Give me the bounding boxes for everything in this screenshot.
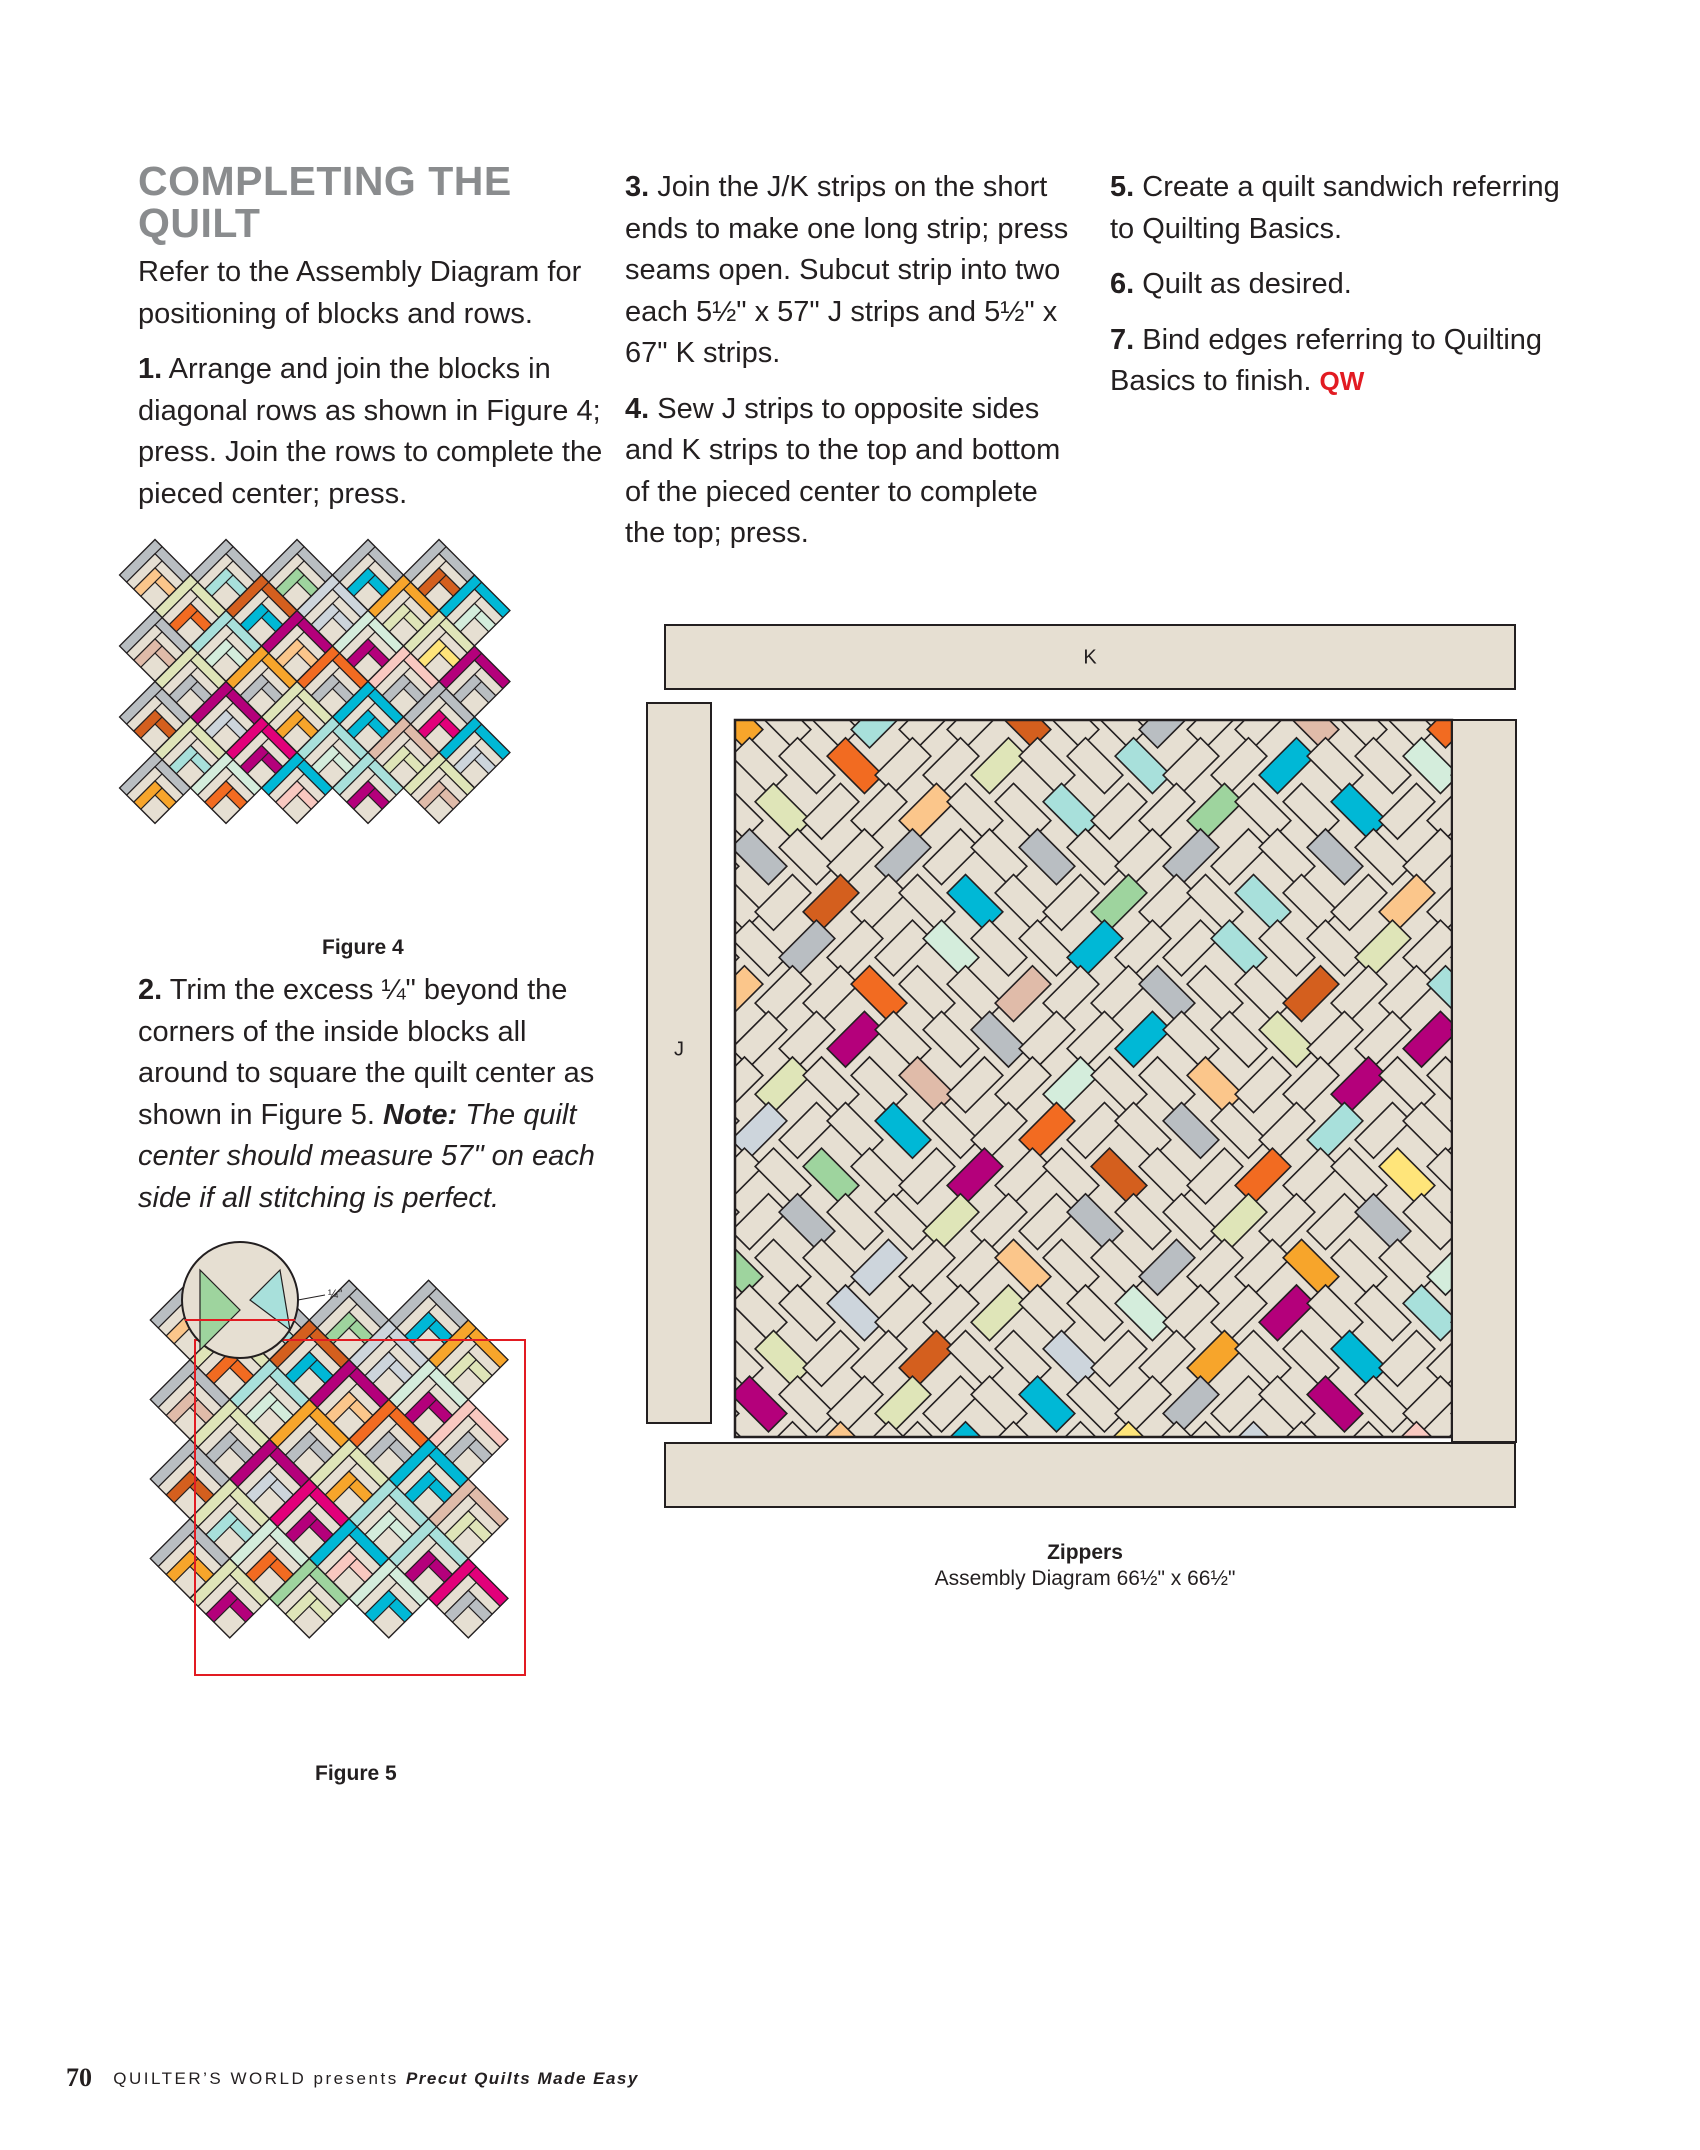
figure-4-label: Figure 4	[322, 936, 404, 959]
assembly-diagram	[640, 615, 1540, 1530]
step-text: Trim the excess ¼" beyond the corners of the inside blocks all around to square the quilt center as shown in Figure 5.	[138, 974, 595, 1131]
assembly-caption	[880, 1540, 1290, 1592]
step-text: Quilt as desired.	[1142, 268, 1352, 300]
quilt-strip	[1523, 615, 1540, 657]
page-footer	[66, 2063, 639, 2093]
k-strip-bottom	[665, 1443, 1515, 1507]
step-number: 4.	[625, 392, 650, 425]
step-text: Create a quilt sandwich referring to Quilting Basics.	[1110, 171, 1560, 245]
step-text: Bind edges referring to Quilting Basics to finish.	[1110, 323, 1543, 397]
step-number: 7.	[1110, 323, 1135, 356]
step-number: 5.	[1110, 171, 1135, 203]
quilt-strip	[1523, 1422, 1540, 1478]
callout-leader	[298, 1295, 325, 1300]
step-text: Arrange and join the blocks in diagonal rows as shown in Figure 4; press. Join the rows to complete the pieced center; press.	[138, 353, 603, 510]
assembly-subtitle: Assembly Diagram 66½" x 66½"	[934, 1567, 1236, 1590]
step-1	[138, 349, 608, 515]
note-label: Note:	[383, 1098, 458, 1131]
figure-5-label: Figure 5	[315, 1762, 397, 1785]
column-3	[1110, 167, 1590, 417]
step-number: 3.	[625, 171, 650, 203]
step-6	[1110, 264, 1590, 306]
step-4	[625, 389, 1085, 555]
quilt-strip	[1523, 1148, 1540, 1204]
quilt-strip	[640, 615, 667, 657]
quilt-strip	[1523, 1057, 1540, 1113]
page-number: 70	[66, 2063, 92, 2092]
step-number: 1.	[138, 353, 163, 385]
block-grid	[120, 540, 510, 824]
figure-4-diagram	[110, 530, 600, 920]
quilt-strip	[640, 1422, 667, 1478]
assembly-title: Zippers	[1047, 1541, 1123, 1564]
quilt-strip	[1523, 783, 1540, 839]
j-strip-label: J	[674, 1038, 684, 1061]
quilt-strip	[1523, 875, 1540, 931]
step-number: 6.	[1110, 268, 1135, 300]
step-3	[625, 167, 1085, 375]
pieced-center	[640, 615, 1540, 1523]
k-strip-label: K	[1083, 646, 1097, 669]
quilt-strip	[1523, 692, 1540, 748]
callout-label: ¼"	[328, 1287, 343, 1301]
step-5	[1110, 167, 1590, 250]
step-2	[138, 970, 608, 1219]
figure-5-diagram	[140, 1240, 580, 1740]
section-heading: COMPLETING THE QUILT	[138, 158, 512, 246]
step-7	[1110, 320, 1590, 403]
step-text: Sew J strips to opposite sides and K strips to the top and bottom of the pieced center to complete the top; press.	[625, 392, 1061, 549]
publisher: QUILTER’S WORLD presents	[113, 2069, 399, 2088]
intro-paragraph: Refer to the Assembly Diagram for positioning of blocks and rows.	[138, 256, 582, 330]
quilt-strip	[1523, 1331, 1540, 1387]
step-text: Join the J/K strips on the short ends to make one long strip; press seams open. Subcut strip into two each 5½" x 57" J strips and 5½" x 67" K strips.	[625, 171, 1069, 369]
column-1-step-2	[138, 970, 608, 1233]
publication-title: Precut Quilts Made Easy	[405, 2069, 639, 2088]
j-strip-left	[647, 703, 711, 1423]
step-number: 2.	[138, 974, 163, 1006]
note-text: The quilt center should measure 57" on each side if all stitching is perfect.	[138, 1098, 595, 1214]
j-strip-right	[1452, 720, 1516, 1442]
column-1	[138, 160, 608, 529]
column-2	[625, 167, 1085, 569]
quilt-strip	[1523, 966, 1540, 1022]
qw-end-mark: QW	[1319, 366, 1365, 396]
quilt-strip	[1523, 1239, 1540, 1295]
